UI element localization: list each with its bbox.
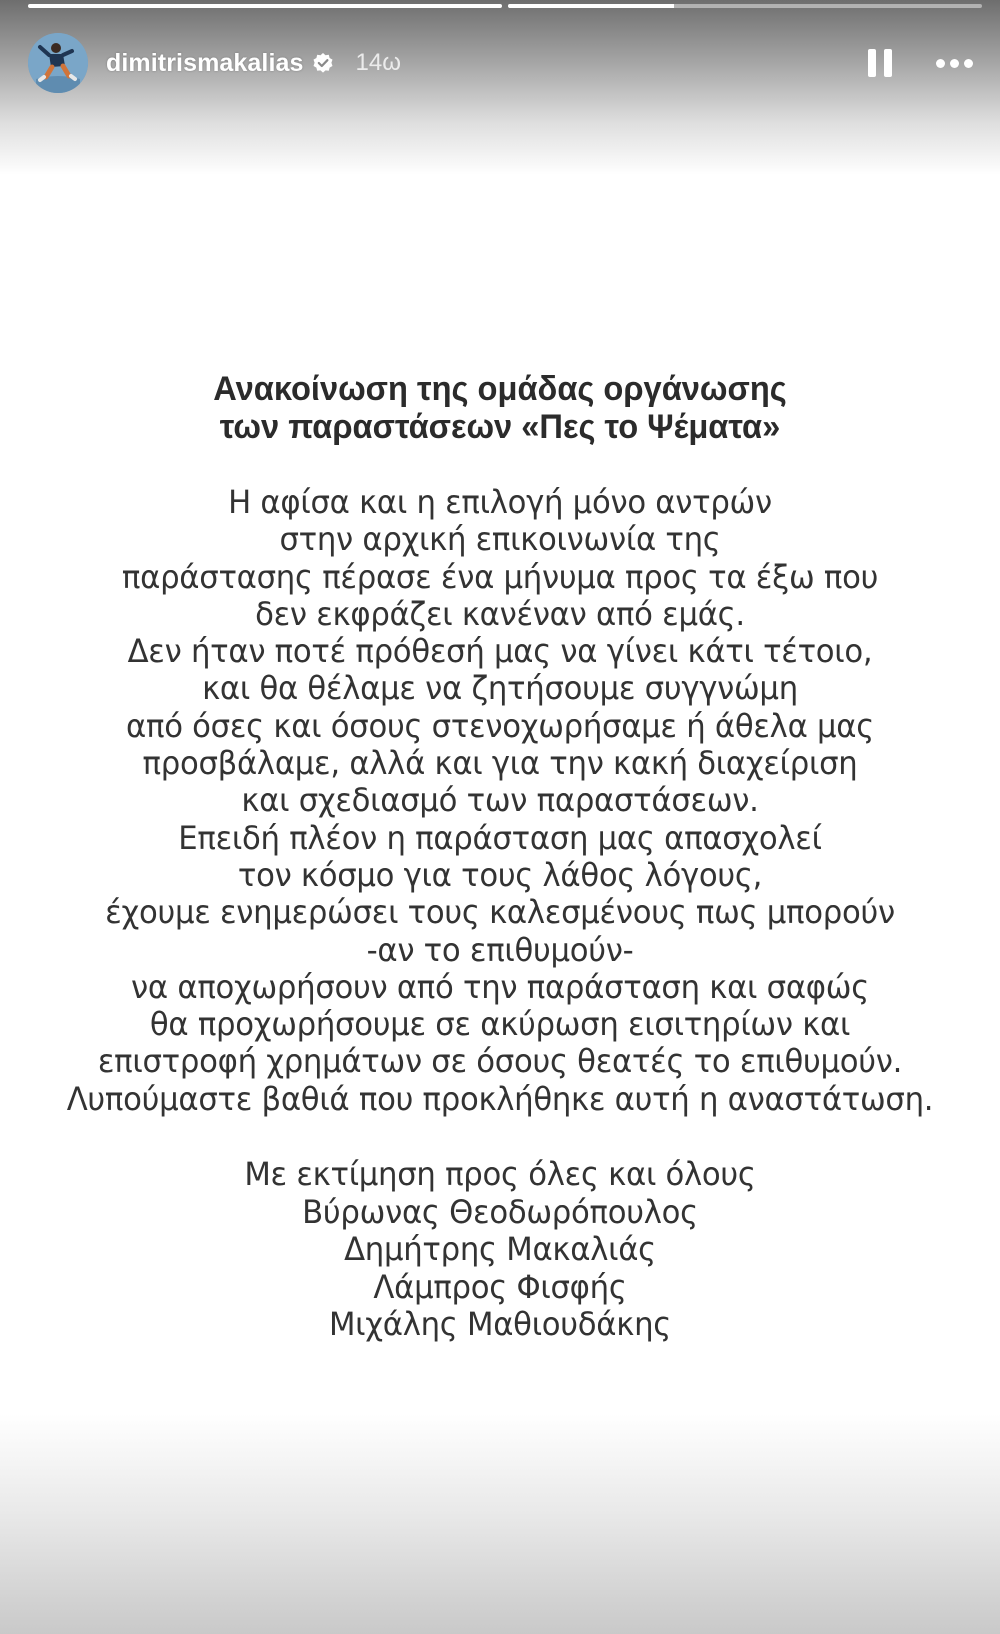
pause-icon[interactable] xyxy=(866,46,894,80)
body-line: Η αφίσα και η επιλογή μόνο αντρών xyxy=(228,483,772,521)
dot xyxy=(964,59,973,68)
body-line: Δεν ήταν ποτέ πρόθεσή μας να γίνει κάτι τέτοιο, xyxy=(127,632,873,671)
body-line: από όσες και όσους στενοχωρήσαμε ή άθελα μας xyxy=(126,706,874,745)
body-line: -αν το επιθυμούν- xyxy=(366,930,634,969)
body-line: και σχεδιασμό των παραστάσεων. xyxy=(241,781,759,820)
announcement xyxy=(0,370,1000,1344)
body-line: και θα θέλαμε να ζητήσουμε συγγνώμη xyxy=(202,669,798,708)
pause-bar xyxy=(868,49,876,77)
title-line: των παραστάσεων «Πες το Ψέματα» xyxy=(219,408,781,446)
body-line: παράστασης πέρασε ένα μήνυμα προς τα έξω που xyxy=(121,557,879,596)
progress-segment xyxy=(508,4,982,8)
body-line: τον κόσμο για τους λάθος λόγους, xyxy=(237,855,763,894)
body-line: στην αρχική επικοινωνία της xyxy=(279,520,721,559)
signature-line: Με εκτίμηση προς όλες και όλους xyxy=(244,1155,756,1194)
verified-badge-icon xyxy=(312,52,334,74)
announcement-signature xyxy=(0,1156,1000,1344)
body-line: Επειδή πλέον η παράσταση μας απασχολεί xyxy=(178,818,822,857)
progress-fill xyxy=(508,4,674,8)
signature-line: Μιχάλης Μαθιουδάκης xyxy=(328,1305,672,1344)
title-line: Ανακοίνωση της ομάδας οργάνωσης xyxy=(213,370,787,408)
avatar-figure-icon xyxy=(28,33,88,93)
body-line: προσβάλαμε, αλλά και για την κακή διαχείριση xyxy=(142,744,858,783)
announcement-body xyxy=(0,484,1000,1118)
body-line: θα προχωρήσουμε σε ακύρωση εισιτηρίων και xyxy=(149,1005,851,1044)
signature-line: Βύρωνας Θεοδωρόπουλος xyxy=(302,1192,698,1231)
body-line: Λυπούμαστε βαθιά που προκλήθηκε αυτή η αναστάτωση. xyxy=(66,1079,934,1118)
post-time: 14ω xyxy=(355,49,401,76)
story-header xyxy=(28,32,982,94)
dot xyxy=(950,59,959,68)
dot xyxy=(936,59,945,68)
body-line: δεν εκφράζει κανέναν από εμάς. xyxy=(255,594,745,633)
story-controls xyxy=(866,46,976,80)
progress-fill xyxy=(28,4,502,8)
story-progress-bar xyxy=(28,4,982,8)
bottom-shade xyxy=(0,1414,1000,1634)
signature-line: Λάμπρος Φισφής xyxy=(373,1267,627,1306)
body-line: επιστροφή χρημάτων σε όσους θεατές το επιθυμούν. xyxy=(97,1042,903,1081)
announcement-title xyxy=(0,370,1000,446)
more-options-icon[interactable] xyxy=(932,46,976,80)
username[interactable]: dimitrismakalias xyxy=(106,48,304,77)
pause-bar xyxy=(884,49,892,77)
signature-line: Δημήτρης Μακαλιάς xyxy=(344,1230,656,1269)
body-line: να αποχωρήσουν από την παράσταση και σαφώς xyxy=(131,967,869,1006)
body-line: έχουμε ενημερώσει τους καλεσμένους πως μπορούν xyxy=(105,893,895,932)
avatar[interactable] xyxy=(28,33,88,93)
progress-segment xyxy=(28,4,502,8)
